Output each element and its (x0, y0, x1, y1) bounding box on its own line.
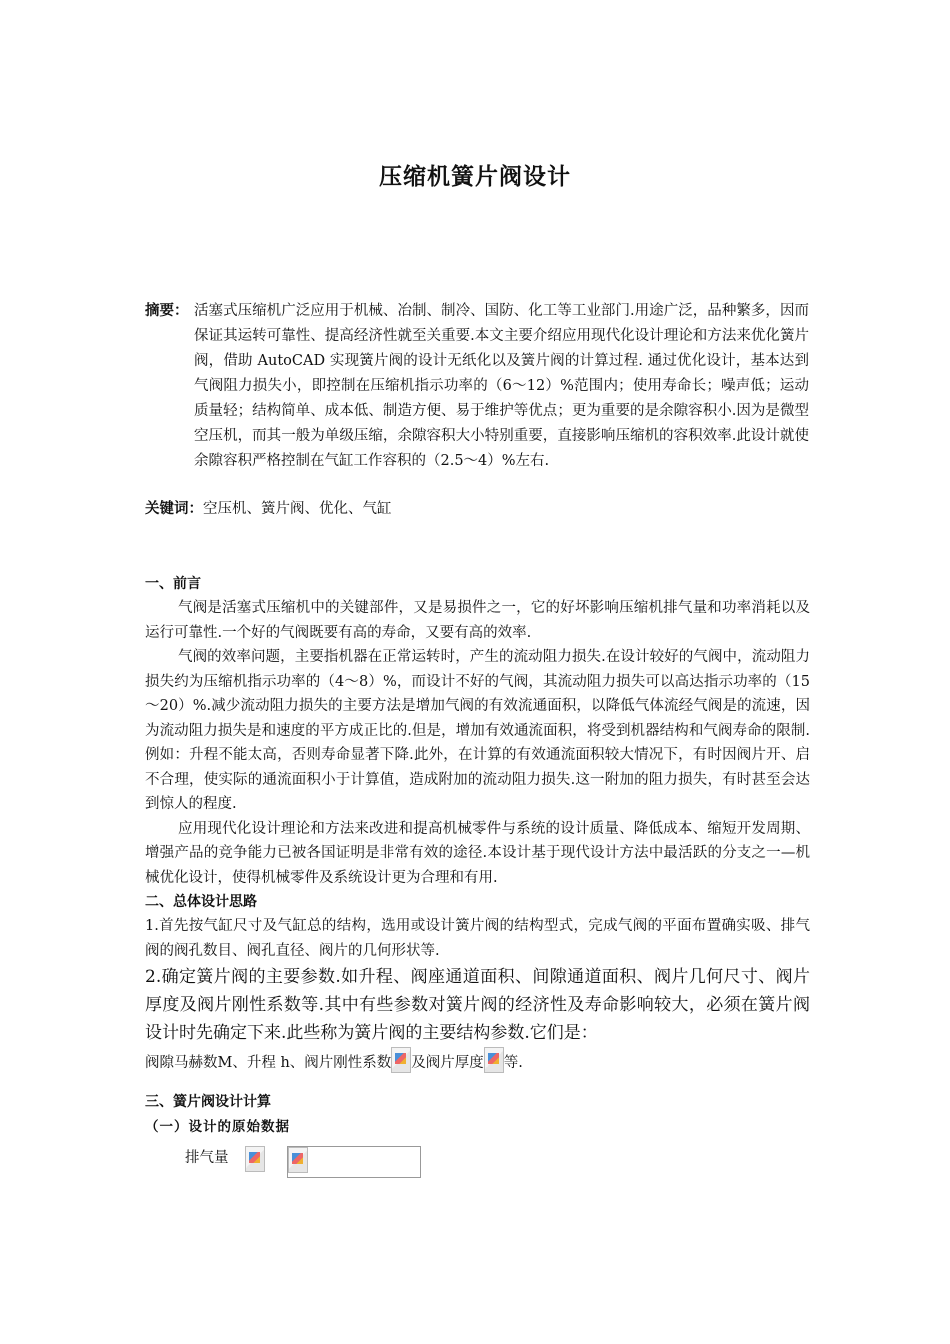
formula-box (287, 1146, 421, 1178)
paragraph: 气阀是活塞式压缩机中的关键部件，又是易损件之一，它的好坏影响压缩机排气量和功率消耗以及运行可靠性.一个好的气阀既要有高的寿命，又要有高的效率. (145, 600, 810, 641)
text-segment: 阀隙马赫数M、升程 h、阀片刚性系数 (145, 1055, 392, 1071)
keywords-line (145, 497, 392, 522)
section-heading-intro: 一、前言 (145, 576, 201, 592)
keywords-label: 关键词： (145, 501, 203, 517)
text-segment: 等. (503, 1055, 523, 1071)
paragraph: 气阀的效率问题，主要指机器在正常运转时，产生的流动阻力损失.在设计较好的气阀中，流动阻力损失约为压缩机指示功率的（4～8）%，而设计不好的气阀，其流动阻力损失可以高达指示功率的（15～20）%.减少流动阻力损失的主要方法是增加气阀的有效流通面积，以降低气体流经气阀是的流速，因为流动阻力损失是和速度的平方成正比的.但是，增加有效通流面积，将受到机器结构和气阀寿命的限制.例如：升程不能太高，否则寿命显著下降.此外，在计算的有效通流面积较大情况下，有时因阀片开、启不合理，使实际的通流面积小于计算值，造成附加的流动阻力损失.这一附加的阻力损失，有时甚至会达到惊人的程度. (145, 649, 810, 812)
abstract-label: 摘要： (145, 303, 189, 319)
abstract-text: 活塞式压缩机广泛应用于机械、冶制、制冷、国防、化工等工业部门.用途广泛，品种繁多，因而保证其运转可靠性、提高经济性就至关重要.本文主要介绍应用现代化设计理论和方法来优化簧片阀，借助 AutoCAD 实现簧片阀的设计无纸化以及簧片阀的计算过程. 通过优化设计，基本达到气阀阻力损失小，即控制在压缩机指示功率的（6～12）%范围内；使用寿命长；噪声低；运动质量轻；结构简单、成本低、制造方便、易于维护等优点；更为重要的是余隙容积小.因为是微型空压机，而其一般为单级压缩，余隙容积大小特别重要，直接影响压缩机的容积效率.此设计就使余隙容积严格控制在气缸工作容积的（2.5～4）%左右. (194, 303, 809, 469)
data-label: 排气量 (185, 1149, 229, 1166)
document-title: 压缩机簧片阀设计 (379, 164, 571, 190)
paragraph-large: 2.确定簧片阀的主要参数.如升程、阀座通道面积、间隙通道面积、阀片几何尺寸、阀片厚度及阀片刚性系数等.其中有些参数对簧片阀的经济性及寿命影响较大，必须在簧片阀设计时先确定下来.此些称为簧片阀的主要结构参数.它们是： (145, 967, 810, 1043)
broken-image-icon (484, 1047, 504, 1073)
broken-image-icon (288, 1147, 308, 1173)
text-segment: 及阀片厚度 (411, 1055, 484, 1071)
paragraph: 1.首先按气缸尺寸及气缸总的结构，选用或设计簧片阀的结构型式，完成气阀的平面布置确实吸、排气阀的阀孔数目、阀孔直径、阀片的几何形状等. (145, 918, 810, 959)
paragraph: 应用现代化设计理论和方法来改进和提高机械零件与系统的设计质量、降低成本、缩短开发周期、增强产品的竞争能力已被各国证明是非常有效的途径.本设计基于现代设计方法中最活跃的分支之一—机械优化设计，使得机械零件及系统设计更为合理和有用. (145, 820, 810, 886)
subsection-heading: （一）设计的原始数据 (145, 1118, 290, 1135)
section-heading-calculation: 三、簧片阀设计计算 (145, 1093, 271, 1110)
broken-image-icon (391, 1047, 411, 1073)
broken-image-icon (245, 1146, 265, 1172)
section-heading-overall-design: 二、总体设计思路 (145, 894, 257, 910)
document-body (145, 572, 810, 1178)
keywords-text: 空压机、簧片阀、优化、气缸 (203, 501, 392, 517)
paragraph-with-formulas (145, 1047, 810, 1076)
data-row-flow (145, 1146, 810, 1178)
